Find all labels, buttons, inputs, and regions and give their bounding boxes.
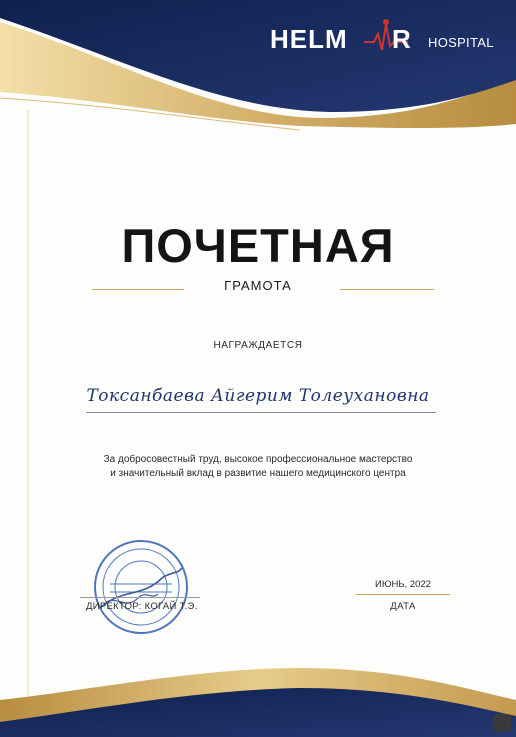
- recipient-name: Токсанбаева Айгерим Толеухановна: [86, 386, 430, 406]
- logo-text-r: R: [392, 24, 411, 54]
- logo-text-hospital: HOSPITAL: [428, 35, 494, 50]
- certificate-title: ПОЧЕТНАЯ: [121, 219, 395, 272]
- date-label: ДАТА: [390, 601, 416, 612]
- subtitle-rule-right: [340, 289, 434, 290]
- logo-text-helm: HELM: [270, 24, 348, 54]
- date-value: ИЮНЬ, 2022: [375, 579, 431, 590]
- award-reason-line-2: и значительный вклад в развитие нашего медицинского центра: [110, 468, 406, 479]
- hospital-logo: [268, 22, 512, 62]
- stamp-seal-icon: [92, 538, 190, 636]
- director-label: ДИРЕКТОР: КОГАЙ Т.Э.: [86, 601, 198, 612]
- award-reason: [70, 453, 446, 481]
- director-signature-line: [80, 597, 200, 598]
- award-reason-line-1: За добросовестный труд, высокое профессиональное мастерство: [103, 454, 413, 465]
- date-line: [356, 594, 450, 595]
- corner-badge-icon[interactable]: [493, 714, 511, 732]
- certificate-subtitle: ГРАМОТА: [224, 278, 292, 293]
- awarded-label: НАГРАЖДАЕТСЯ: [213, 340, 303, 351]
- recipient-underline: [86, 412, 436, 413]
